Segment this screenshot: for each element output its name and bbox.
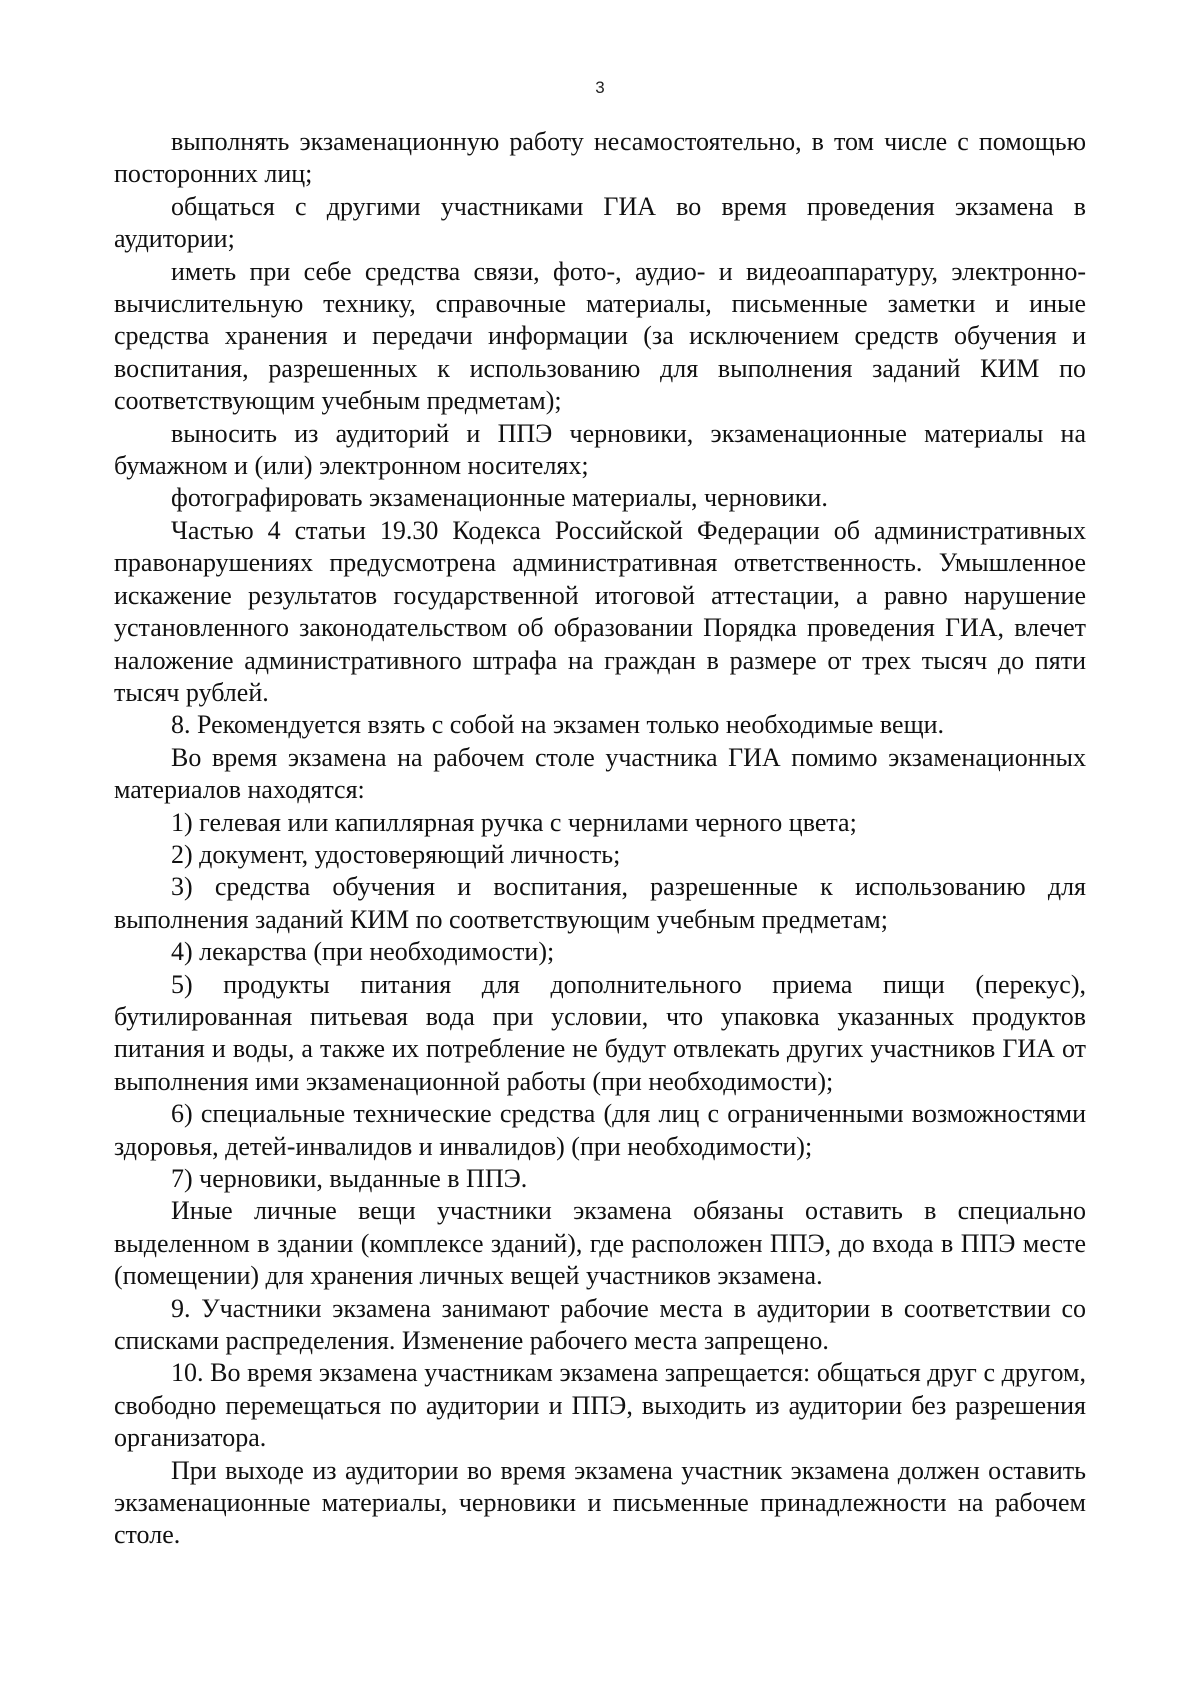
page-number: 3 [595, 78, 605, 97]
paragraph-prohibited-removal: выносить из аудиторий и ППЭ черновики, экзаменационные материалы на бумажном и (или) электронном носителях; [114, 418, 1086, 481]
list-item-1: 1) гелевая или капиллярная ручка с чернилами черного цвета; [171, 807, 857, 837]
paragraph-desk-items-intro: Во время экзамена на рабочем столе участника ГИА помимо экзаменационных материалов находятся: [114, 742, 1086, 805]
list-item-6: 6) специальные технические средства (для лиц с ограниченными возможностями здоровья, детей-инвалидов и инвалидов) (при необходимости); [114, 1099, 1086, 1161]
document-body [114, 126, 1086, 1552]
paragraph-leaving-room: При выходе из аудитории во время экзамена участник экзамена должен оставить экзаменационные материалы, черновики и письменные принадлежности на рабочем столе. [114, 1455, 1086, 1550]
paragraph-prohibited-photos: фотографировать экзаменационные материалы, черновики. [171, 483, 828, 513]
paragraph-prohibited-cheating: выполнять экзаменационную работу несамостоятельно, в том числе с помощью посторонних лиц; [114, 127, 1086, 189]
paragraph-administrative-liability: Частью 4 статьи 19.30 Кодекса Российской Федерации об административных правонарушениях предусмотрена административная ответственность. Умышленное искажение результатов государственной итоговой аттестации, а равно нарушение установленного законодательством об образовании Порядка проведения ГИА, влечет наложение административного штрафа на граждан в размере от трех тысяч до пяти тысяч рублей. [114, 515, 1086, 707]
list-item-2: 2) документ, удостоверяющий личность; [171, 839, 621, 869]
paragraph-personal-belongings: Иные личные вещи участники экзамена обязаны оставить в специально выделенном в здании (комплексе зданий), где расположен ППЭ, до входа в ППЭ месте (помещении) для хранения личных вещей участников экзамена. [114, 1196, 1086, 1291]
list-item-7: 7) черновики, выданные в ППЭ. [171, 1164, 528, 1193]
paragraph-prohibited-devices: иметь при себе средства связи, фото-, аудио- и видеоаппаратуру, электронно-вычислительную технику, справочные материалы, письменные заметки и иные средства хранения и передачи информации (за исключением средств обучения и воспитания, разрешенных к использованию для выполнения заданий КИМ по соответствующим учебным предметам); [114, 256, 1086, 416]
paragraph-item-9: 9. Участники экзамена занимают рабочие места в аудитории в соответствии со списками распределения. Изменение рабочего места запрещено. [114, 1293, 1086, 1356]
list-item-4: 4) лекарства (при необходимости); [171, 937, 555, 967]
paragraph-item-8: 8. Рекомендуется взять с собой на экзамен только необходимые вещи. [171, 710, 945, 740]
paragraph-prohibited-talking: общаться с другими участниками ГИА во время проведения экзамена в аудитории; [114, 191, 1086, 254]
list-item-5: 5) продукты питания для дополнительного приема пищи (перекус), бутилированная питьевая вода при условии, что упаковка указанных продуктов питания и воды, а также их потребление не будут отвлекать других участников ГИА от выполнения ими экзаменационной работы (при необходимости); [114, 969, 1086, 1096]
list-item-3: 3) средства обучения и воспитания, разрешенные к использованию для выполнения заданий КИМ по соответствующим учебным предметам; [114, 872, 1086, 934]
paragraph-item-10: 10. Во время экзамена участникам экзамена запрещается: общаться друг с другом, свободно перемещаться по аудитории и ППЭ, выходить из аудитории без разрешения организатора. [114, 1358, 1086, 1453]
